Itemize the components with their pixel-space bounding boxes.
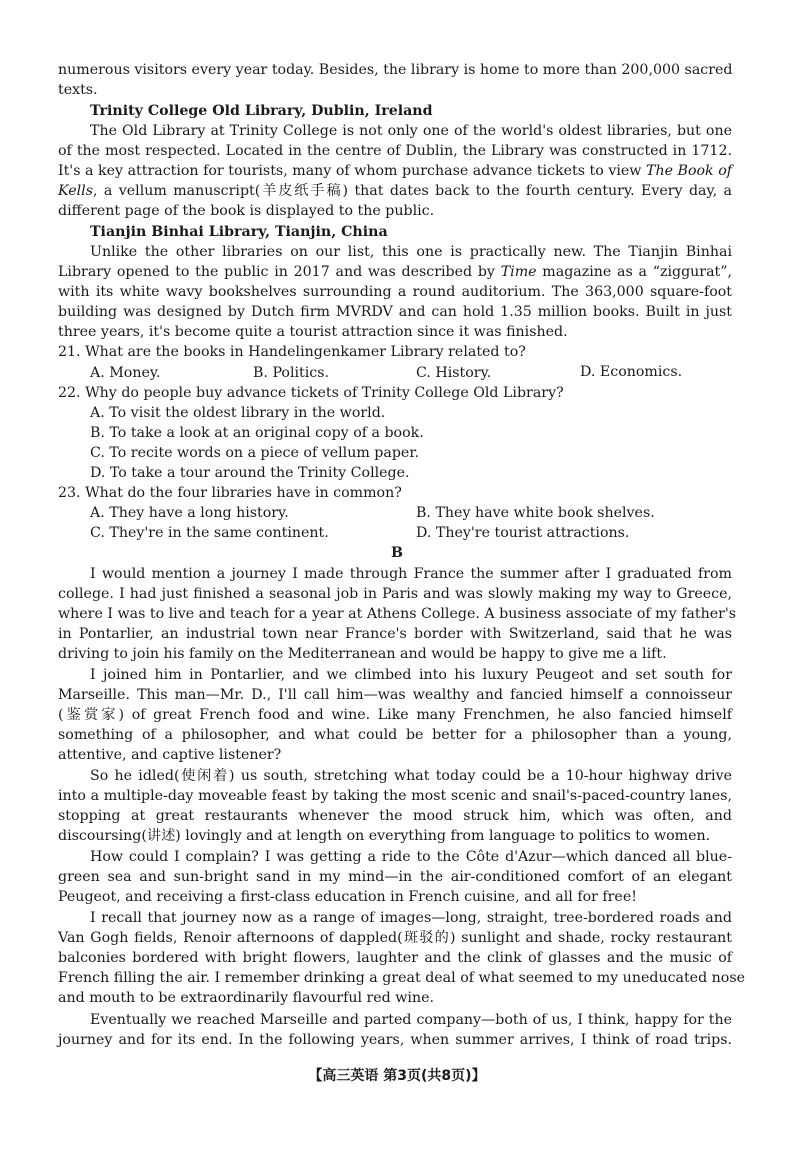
q21-option-d: D. Economics. bbox=[580, 364, 683, 380]
p3-line-3: stopping at great restaurants whenever the mood struck him, which was often, and bbox=[58, 808, 732, 824]
trinity-line-4 bbox=[58, 181, 732, 201]
question-23-stem: 23. What do the four libraries have in common? bbox=[58, 485, 402, 501]
question-21-stem: 21. What are the books in Handelingenkamer Library related to? bbox=[58, 344, 526, 360]
tianjin-line-2-end: magazine as a “ziggurat”, bbox=[536, 264, 732, 280]
trinity-line-3-text: It's a key attraction for tourists, many of whom purchase advance tickets to view bbox=[58, 163, 646, 179]
q23-option-c: C. They're in the same continent. bbox=[90, 525, 329, 541]
p1-line-1: I would mention a journey I made through France the summer after I graduated from bbox=[90, 566, 732, 582]
p5-line-5: and mouth to be extraordinarily flavourful red wine. bbox=[58, 990, 434, 1006]
trinity-line-4-text: , a vellum manuscript(羊皮纸手稿) that dates back to the fourth century. Every day, a bbox=[92, 183, 732, 199]
p6-line-1: Eventually we reached Marseille and parted company—both of us, I think, happy for the bbox=[90, 1012, 732, 1028]
q22-option-a: A. To visit the oldest library in the world. bbox=[90, 405, 386, 421]
trinity-line-2: of the most respected. Located in the centre of Dublin, the Library was constructed in 1712. bbox=[58, 143, 732, 159]
p3-line-1: So he idled(使闲着) us south, stretching what today could be a 10-hour highway drive bbox=[90, 768, 732, 784]
q23-option-d: D. They're tourist attractions. bbox=[416, 525, 630, 541]
trinity-line-5: different page of the book is displayed to the public. bbox=[58, 203, 435, 219]
p5-line-3: balconies bordered with bright flowers, laughter and the clink of glasses and the music of bbox=[58, 950, 732, 966]
p5-line-2: Van Gogh fields, Renoir afternoons of dappled(斑驳的) sunlight and shade, rocky restaurant bbox=[58, 930, 732, 946]
p3-line-4: discoursing(讲述) lovingly and at length on everything from language to politics to women. bbox=[58, 828, 711, 844]
intro-line-2: texts. bbox=[58, 82, 98, 98]
p1-line-3: where I was to live and teach for a year at Athens College. A business associate of my father's bbox=[58, 606, 737, 622]
tianjin-line-2 bbox=[58, 262, 732, 282]
p5-line-1: I recall that journey now as a range of images—long, straight, tree-bordered roads and bbox=[90, 910, 732, 926]
q22-option-c: C. To recite words on a piece of vellum paper. bbox=[90, 445, 420, 461]
p1-line-4: in Pontarlier, an industrial town near France's border with Switzerland, said that he was bbox=[58, 626, 732, 642]
q21-option-c: C. History. bbox=[416, 365, 492, 381]
q23-option-a: A. They have a long history. bbox=[90, 505, 289, 521]
q23-option-b: B. They have white book shelves. bbox=[416, 505, 655, 521]
trinity-heading: Trinity College Old Library, Dublin, Ireland bbox=[90, 103, 433, 119]
p2-line-3: (鉴赏家) of great French food and wine. Like many Frenchmen, he also fancied himself bbox=[58, 707, 732, 723]
q21-option-b: B. Politics. bbox=[253, 365, 330, 381]
book-title-part-2: Kells bbox=[58, 183, 93, 199]
intro-line-1: numerous visitors every year today. Besides, the library is home to more than 200,000 sacred bbox=[58, 62, 733, 78]
p6-line-2: journey and for its end. In the following years, when summer arrives, I think of road trips. bbox=[58, 1032, 732, 1048]
p4-line-2: green sea and sun-bright sand in my mind—in the air-conditioned comfort of an elegant bbox=[58, 869, 732, 885]
question-22-stem: 22. Why do people buy advance tickets of Trinity College Old Library? bbox=[58, 385, 564, 401]
p2-line-2: Marseille. This man—Mr. D., I'll call him—was wealthy and fancied himself a connoisseur bbox=[58, 687, 732, 703]
p4-line-3: Peugeot, and receiving a first-class education in French cuisine, and all for free! bbox=[58, 889, 637, 905]
tianjin-line-5: three years, it's become quite a tourist attraction since it was finished. bbox=[58, 324, 568, 340]
trinity-line-3 bbox=[58, 161, 732, 181]
trinity-line-1: The Old Library at Trinity College is not only one of the world's oldest libraries, but one bbox=[90, 123, 732, 139]
p2-line-5: attentive, and captive listener? bbox=[58, 747, 282, 763]
q21-option-a: A. Money. bbox=[90, 365, 161, 381]
page-footer: 【高三英语 第3页(共8页)】 bbox=[308, 1068, 486, 1084]
passage-b-label: B bbox=[391, 545, 403, 561]
p2-line-1: I joined him in Pontarlier, and we climbed into his luxury Peugeot and set south for bbox=[90, 667, 732, 683]
tianjin-line-1: Unlike the other libraries on our list, this one is practically new. The Tianjin Binhai bbox=[90, 244, 732, 260]
p5-line-4: French filling the air. I remember drinking a great deal of what seemed to my uneducated nose bbox=[58, 970, 746, 986]
tianjin-line-3: with its white wavy bookshelves surrounding a round auditorium. The 363,000 square-foot bbox=[58, 284, 732, 300]
book-title-part-1: The Book of bbox=[646, 163, 732, 179]
p3-line-2: into a multiple-day moveable feast by taking the most scenic and snail's-paced-country lanes, bbox=[58, 788, 732, 804]
p4-line-1: How could I complain? I was getting a ride to the Côte d'Azur—which danced all blue- bbox=[90, 849, 732, 865]
q22-option-d: D. To take a tour around the Trinity College. bbox=[90, 465, 410, 481]
magazine-name: Time bbox=[500, 264, 537, 280]
p1-line-2: college. I had just finished a seasonal job in Paris and was slowly making my way to Greece, bbox=[58, 586, 732, 602]
q22-option-b: B. To take a look at an original copy of a book. bbox=[90, 425, 424, 441]
tianjin-line-4: building was designed by Dutch firm MVRDV and can hold 1.35 million books. Built in just bbox=[58, 304, 732, 320]
tianjin-line-2-text: Library opened to the public in 2017 and was described by bbox=[58, 264, 501, 280]
p2-line-4: something of a philosopher, and what could be better for a philosopher than a young, bbox=[58, 727, 732, 743]
p1-line-5: driving to join his family on the Mediterranean and would be happy to give me a lift. bbox=[58, 646, 667, 662]
tianjin-heading: Tianjin Binhai Library, Tianjin, China bbox=[90, 224, 388, 240]
